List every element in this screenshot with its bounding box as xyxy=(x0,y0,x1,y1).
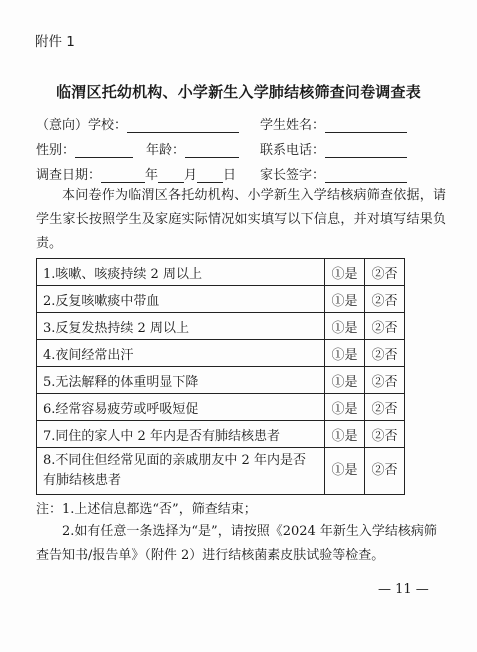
month-line xyxy=(158,169,184,183)
year-label: 年 xyxy=(145,168,159,183)
option-yes: ①是 xyxy=(325,259,365,286)
question-text: 5.无法解释的体重明显下降 xyxy=(37,367,325,394)
table-row xyxy=(37,367,405,394)
student-name-field xyxy=(260,114,407,133)
phone-field xyxy=(260,139,407,158)
age-label: 年龄： xyxy=(146,143,186,158)
option-no: ②否 xyxy=(365,367,405,394)
option-yes: ①是 xyxy=(325,394,365,421)
note-1: 注：1.上述信息都选“否”，筛查结束； xyxy=(36,502,257,517)
question-text: 3.反复发热持续 2 周以上 xyxy=(37,313,325,340)
option-no: ②否 xyxy=(365,313,405,340)
survey-date-field xyxy=(36,164,236,183)
option-no: ②否 xyxy=(365,394,405,421)
student-name-label: 学生姓名： xyxy=(260,118,326,133)
table-row xyxy=(37,259,405,286)
school-line xyxy=(127,119,239,133)
gender-label: 性别： xyxy=(36,143,76,158)
page-title: 临渭区托幼机构、小学新生入学肺结核筛查问卷调查表 xyxy=(56,83,421,101)
page-number: — 11 — xyxy=(378,582,429,597)
question-text: 7.同住的家人中 2 年内是否有肺结核患者 xyxy=(37,421,325,448)
option-yes: ①是 xyxy=(325,313,365,340)
question-text: 8.不同住但经常见面的亲戚朋友中 2 年内是否有肺结核患者 xyxy=(37,448,325,495)
gender-line xyxy=(75,144,133,158)
question-text: 4.夜间经常出汗 xyxy=(37,340,325,367)
attachment-label: 附件 1 xyxy=(35,34,75,50)
parent-signature-line xyxy=(325,169,407,183)
option-no: ②否 xyxy=(365,259,405,286)
option-yes: ①是 xyxy=(325,340,365,367)
month-label: 月 xyxy=(184,168,198,183)
question-text: 6.经常容易疲劳或呼吸短促 xyxy=(37,394,325,421)
phone-label: 联系电话： xyxy=(260,143,326,158)
parent-signature-label: 家长签字： xyxy=(260,168,326,183)
table-row xyxy=(37,394,405,421)
survey-date-label: 调查日期： xyxy=(36,168,102,183)
age-line xyxy=(185,144,239,158)
option-no: ②否 xyxy=(365,286,405,313)
age-field xyxy=(146,139,239,158)
day-line xyxy=(197,169,223,183)
questionnaire-table xyxy=(36,258,405,495)
phone-line xyxy=(325,144,407,158)
table-row xyxy=(37,421,405,448)
table-row xyxy=(37,313,405,340)
table-row xyxy=(37,340,405,367)
question-text: 2.反复咳嗽痰中带血 xyxy=(37,286,325,313)
year-line xyxy=(101,169,145,183)
option-no: ②否 xyxy=(365,448,405,495)
option-yes: ①是 xyxy=(325,367,365,394)
student-name-line xyxy=(325,119,407,133)
intro-paragraph: 本问卷作为临渭区各托幼机构、小学新生入学结核病筛查依据，请学生家长按照学生及家庭实际情况如实填写以下信息，并对填写结果负责。 xyxy=(36,188,446,251)
option-yes: ①是 xyxy=(325,448,365,495)
table-row xyxy=(37,286,405,313)
option-no: ②否 xyxy=(365,421,405,448)
note-2: 2.如有任意一条选择为“是”，请按照《2024 年新生入学结核病筛查告知书/报告单》（附件 2）进行结核菌素皮肤试验等检查。 xyxy=(36,524,437,563)
school-label: （意向）学校： xyxy=(36,118,128,133)
gender-field xyxy=(36,139,133,158)
option-yes: ①是 xyxy=(325,421,365,448)
option-yes: ①是 xyxy=(325,286,365,313)
option-no: ②否 xyxy=(365,340,405,367)
question-text: 1.咳嗽、咳痰持续 2 周以上 xyxy=(37,259,325,286)
school-field xyxy=(36,114,239,133)
day-label: 日 xyxy=(223,168,237,183)
parent-signature-field xyxy=(260,164,407,183)
table-row xyxy=(37,448,405,495)
